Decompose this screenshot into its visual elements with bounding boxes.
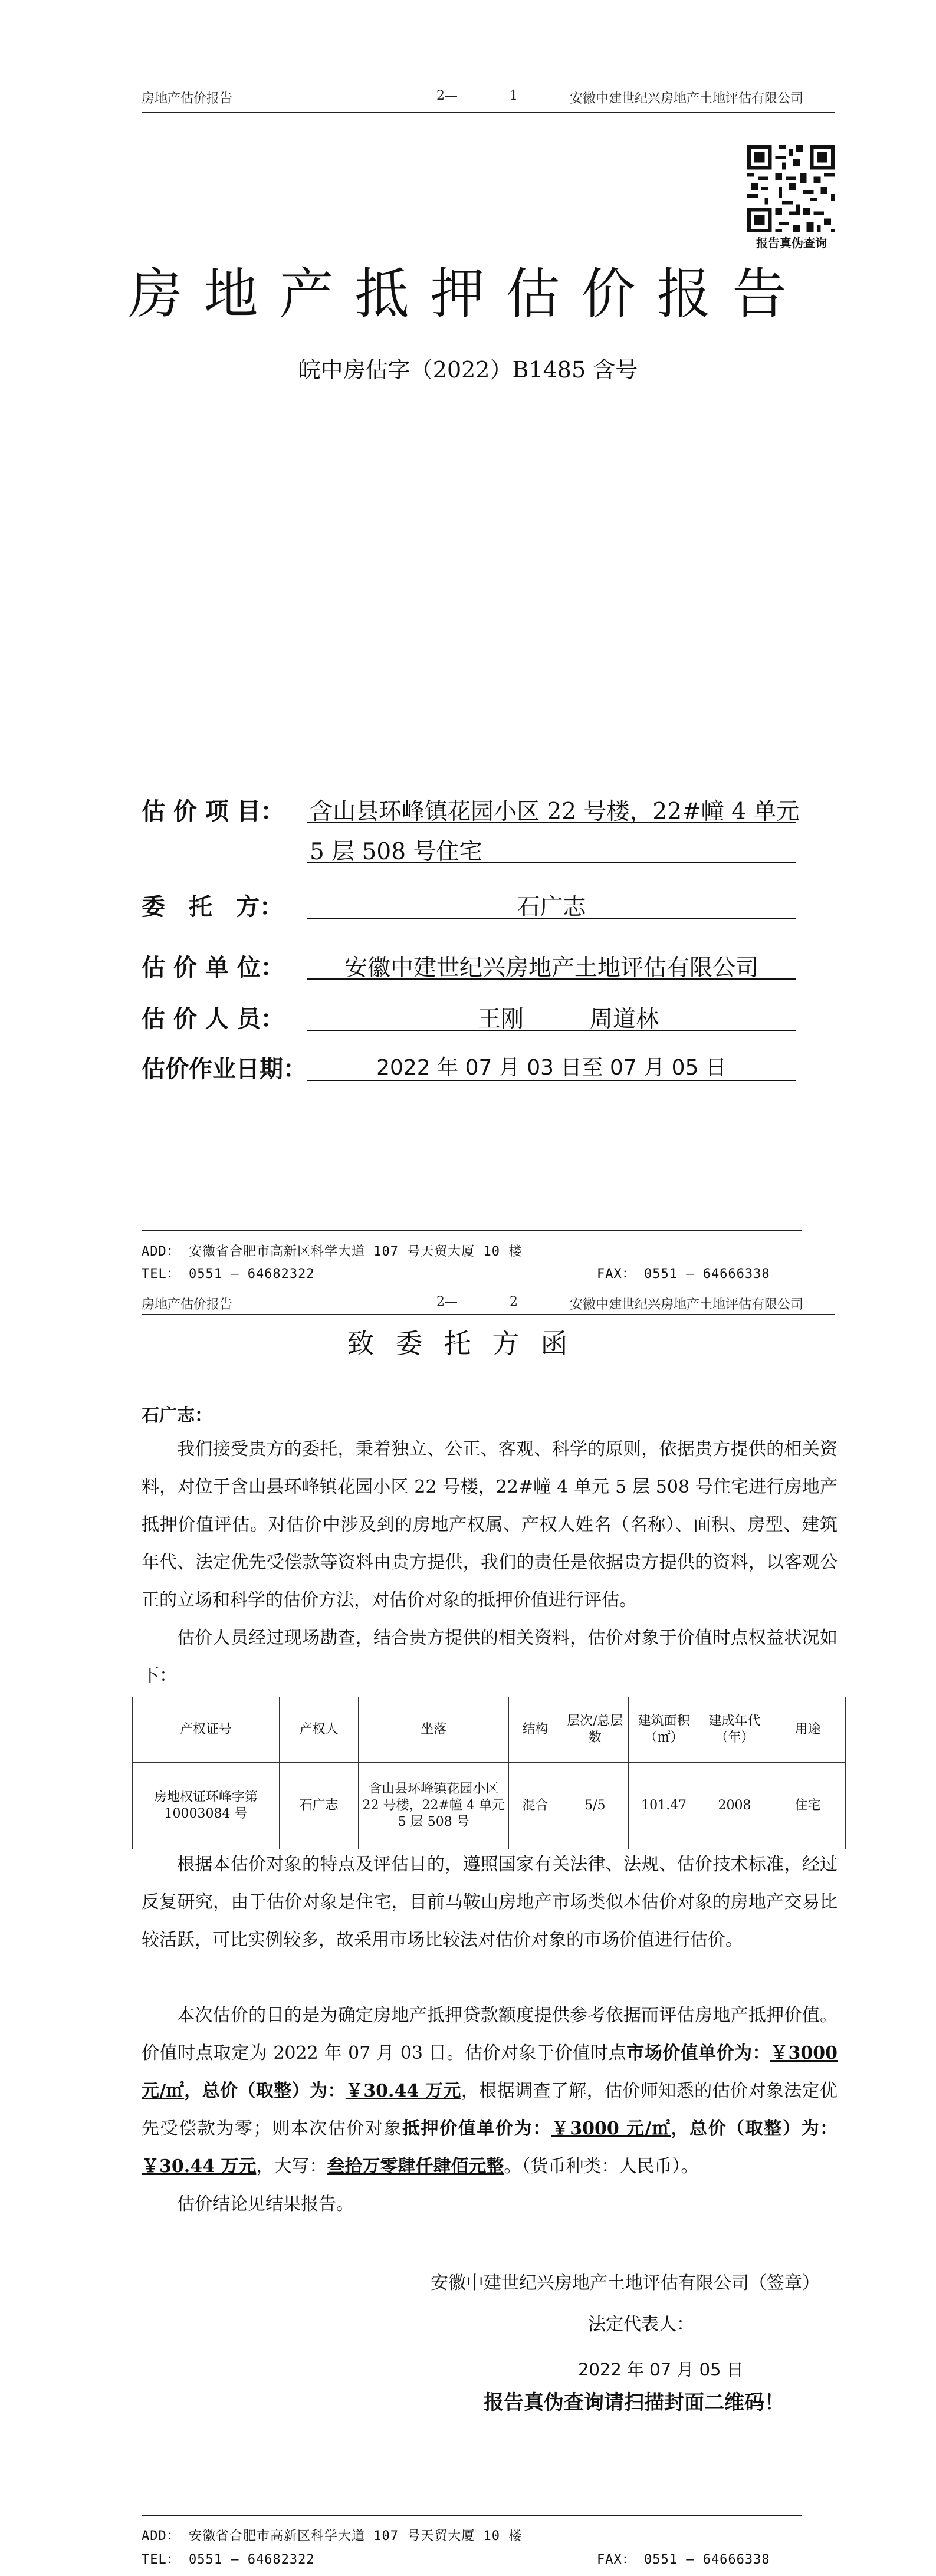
header-left: 房地产估价报告 <box>142 91 233 106</box>
table-header: 建筑面积（㎡） <box>629 1697 699 1763</box>
footer-address: ADD： 安徽省合肥市高新区科学大道 107 号天贸大厦 10 楼 <box>142 2529 523 2544</box>
p4-market-unit-label: 市场价值单价为： <box>626 2043 771 2064</box>
table-header-row <box>133 1697 846 1763</box>
signature-date: 2022 年 07 月 05 日 <box>578 2360 744 2380</box>
footer-rule <box>142 2515 802 2516</box>
paragraph-1: 我们接受贵方的委托，秉着独立、公正、客观、科学的原则，依据贵方提供的相关资料，对位于含山县环峰镇花园小区 22 号楼，22#幢 4 单元 5 层 508 号住宅进行房地产抵押价值评估。对估价中涉及到的房地产权属、产权人姓名（名称）、面积、房型、建筑年代、法定优先受偿款等资料由贵方提供，我们的责任是依据贵方提供的资料，以客观公正的立场和科学的估价方法，对估价对象的抵押价值进行评估。 <box>142 1439 838 1611</box>
table-header: 层次/总层数 <box>561 1697 629 1763</box>
header-right: 安徽中建世纪兴房地产土地评估有限公司 <box>570 1297 804 1312</box>
appraiser-2: 周道林 <box>590 1006 659 1033</box>
appraisers-label: 估 价 人 员： <box>142 1005 284 1033</box>
table-cell: 房地权证环峰字第 10003084 号 <box>133 1763 280 1849</box>
client-label: 委 托 方： <box>142 893 283 921</box>
table-cell: 5/5 <box>561 1763 629 1849</box>
p4-market-unit-price: ￥3000 元/㎡ <box>142 2043 838 2101</box>
p4-text-5: 。（货币种类：人民币）。 <box>504 2156 699 2177</box>
p4-text-4: ，大写： <box>256 2156 327 2177</box>
project-value-line1: 含山县环峰镇花园小区 22 号楼，22#幢 4 单元 <box>310 799 800 825</box>
letter-title: 致委托方函 <box>347 1328 589 1359</box>
p4-mortgage-unit-price: ￥3000 元/㎡ <box>551 2118 671 2139</box>
header-page-num: 1 <box>510 88 518 103</box>
project-value-line2: 5 层 508 号住宅 <box>310 839 482 865</box>
table-header: 结构 <box>509 1697 561 1763</box>
property-table <box>132 1697 846 1849</box>
table-cell: 101.47 <box>629 1763 699 1849</box>
table-row <box>133 1763 846 1849</box>
project-underline-1 <box>307 822 796 823</box>
legal-representative: 法定代表人： <box>588 2314 694 2335</box>
p4-amount-in-words: 叁拾万零肆仟肆佰元整 <box>327 2156 504 2177</box>
date-value: 2022 年 07 月 03 日至 07 月 05 日 <box>376 1056 727 1080</box>
p4-total-label: ，总价（取整）为： <box>184 2081 346 2101</box>
verify-note: 报告真伪查询请扫描封面二维码！ <box>484 2391 784 2414</box>
table-header: 产权证号 <box>133 1697 280 1763</box>
paragraph-3: 根据本估价对象的特点及评估目的，遵照国家有关法律、法规、估价技术标准，经过反复研究，由于估价对象是住宅，目前马鞍山房地产市场类似本估价对象的房地产交易比较活跃，可比实例较多，故采用市场比较法对估价对象的市场价值进行估价。 <box>142 1854 838 1950</box>
p4-text-3: ；则本次估价对象 <box>253 2118 403 2139</box>
table-cell: 含山县环峰镇花园小区 22 号楼，22#幢 4 单元 5 层 508 号 <box>359 1763 509 1849</box>
p4-text: 本次估价的目的是为确定房地产抵押贷款额度提供参考依据而评估房地产抵押价值。价值时点取定为 2022 年 07 月 03 日。估价对象于价值时点 <box>142 2005 838 2064</box>
appraisers-underline <box>307 1030 796 1031</box>
paragraph-2: 估价人员经过现场勘查，结合贵方提供的相关资料，估价对象于价值时点权益状况如下： <box>142 1628 838 1686</box>
footer-fax: FAX： 0551 — 64666338 <box>597 2552 770 2567</box>
client-value: 石广志 <box>517 894 586 921</box>
footer-fax: FAX： 0551 — 64666338 <box>597 1267 770 1282</box>
paragraph-5: 估价结论见结果报告。 <box>177 2194 354 2214</box>
p4-market-total: ￥30.44 万元 <box>345 2081 461 2101</box>
org-underline <box>307 978 796 980</box>
header-left: 房地产估价报告 <box>142 1297 233 1312</box>
footer-rule <box>142 1230 802 1231</box>
date-underline <box>307 1080 796 1081</box>
p4-mortgage-total: ￥30.44 万元 <box>142 2156 257 2177</box>
header-rule <box>142 1314 835 1315</box>
header-page-num: 2 <box>510 1294 518 1309</box>
table-cell: 住宅 <box>770 1763 845 1849</box>
qr-caption: 报告真伪查询 <box>756 236 827 250</box>
org-value: 安徽中建世纪兴房地产土地评估有限公司 <box>344 955 758 981</box>
footer-address: ADD： 安徽省合肥市高新区科学大道 107 号天贸大厦 10 楼 <box>142 1244 523 1259</box>
report-number: 皖中房估字（2022）B1485 含号 <box>298 357 638 383</box>
appraiser-1: 王刚 <box>478 1006 524 1033</box>
qr-code-icon[interactable] <box>747 145 835 232</box>
header-page-sep: 2— <box>436 88 458 103</box>
paragraph-4 <box>142 1997 838 2186</box>
table-cell: 2008 <box>699 1763 770 1849</box>
p4-text-2: ，根据调查了解，估价师知悉的估价对象法定优先受偿款为零 <box>142 2081 838 2139</box>
table-header: 用途 <box>770 1697 845 1763</box>
page-title: 房地产抵押估价报告 <box>128 262 808 326</box>
header-rule <box>142 112 835 113</box>
footer-tel: TEL： 0551 — 64682322 <box>142 2552 315 2567</box>
project-label: 估 价 项 目： <box>142 797 284 825</box>
client-underline <box>307 918 796 919</box>
date-label: 估价作业日期： <box>142 1055 307 1083</box>
table-cell: 石广志 <box>279 1763 358 1849</box>
signature-company: 安徽中建世纪兴房地产土地评估有限公司（签章） <box>431 2273 820 2294</box>
header-page-sep: 2— <box>436 1294 458 1309</box>
footer-tel: TEL： 0551 — 64682322 <box>142 1267 315 1282</box>
project-underline-2 <box>307 862 796 863</box>
org-label: 估 价 单 位： <box>142 954 284 981</box>
table-header: 建成年代（年） <box>699 1697 770 1763</box>
p4-mortgage-total-label: ，总价（取整）为： <box>671 2118 838 2139</box>
salutation: 石广志： <box>142 1405 212 1426</box>
p4-mortgage-unit-label: 抵押价值单价为： <box>402 2118 551 2139</box>
table-cell: 混合 <box>509 1763 561 1849</box>
table-header: 坐落 <box>359 1697 509 1763</box>
table-header: 产权人 <box>279 1697 358 1763</box>
header-right: 安徽中建世纪兴房地产土地评估有限公司 <box>570 91 804 106</box>
